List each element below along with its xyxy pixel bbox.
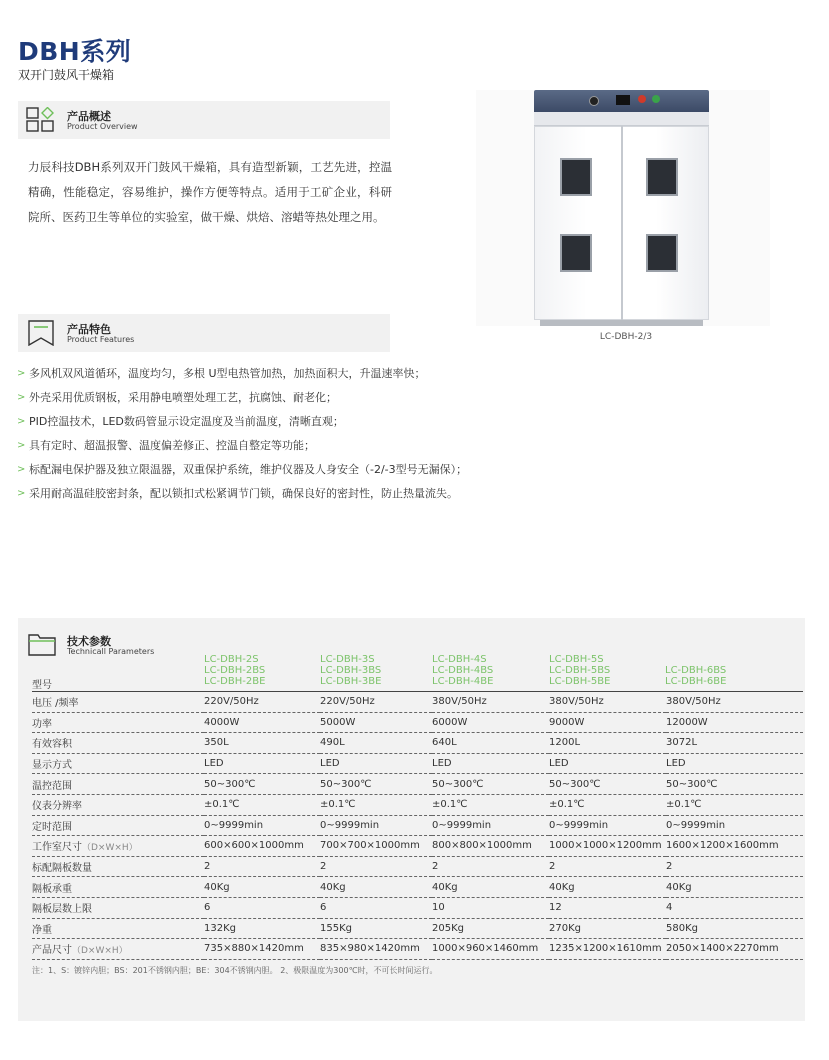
product-caption: LC-DBH-2/3 [599, 332, 653, 342]
overview-grid-icon [26, 107, 56, 133]
model-column-4: LC-DBH-5S LC-DBH-5BS LC-DBH-5BE [549, 654, 611, 687]
table-cell: 380V/50Hz [432, 692, 549, 713]
row-label: 电压 /频率 [32, 692, 204, 713]
overview-section-header [18, 101, 390, 139]
list-item: > 具有定时、超温报警、温度偏差修正、控温自整定等功能； [17, 436, 617, 460]
table-row [32, 877, 803, 898]
table-cell: 205Kg [432, 918, 549, 939]
table-row [32, 712, 803, 733]
features-bookmark-icon [26, 320, 56, 346]
list-item: > 标配漏电保护器及独立限温器，双重保护系统，维护仪器及人身安全（-2/-3型号无漏保）； [17, 460, 617, 484]
table-note: 注：1、S：镀锌内胆；BS：201不锈钢内胆；BE：304不锈钢内胆。 2、极限温度为300℃时，不可长时间运行。 [32, 966, 438, 975]
table-cell: 1000×960×1460mm [432, 939, 549, 960]
model-column-2: LC-DBH-3S LC-DBH-3BS LC-DBH-3BE [320, 654, 382, 687]
row-label: 隔板承重 [32, 877, 204, 898]
table-cell: 2 [432, 856, 549, 877]
list-item: > 外壳采用优质钢板，采用静电喷塑处理工艺，抗腐蚀、耐老化； [17, 388, 617, 412]
row-label: 功率 [32, 712, 204, 733]
table-cell: 0~9999min [549, 815, 666, 836]
row-label: 产品尺寸（D×W×H） [32, 939, 204, 960]
table-cell: LED [549, 753, 666, 774]
table-cell: 0~9999min [432, 815, 549, 836]
table-row [32, 897, 803, 918]
table-cell: 12000W [666, 712, 803, 733]
table-cell: 50~300℃ [666, 774, 803, 795]
features-title: 产品特色 [67, 323, 111, 336]
table-cell: LED [666, 753, 803, 774]
arrow-icon: > [17, 488, 26, 499]
row-label: 显示方式 [32, 753, 204, 774]
table-row [32, 836, 803, 857]
table-cell: 1200L [549, 733, 666, 754]
table-cell: 1600×1200×1600mm [666, 836, 803, 857]
table-cell: 40Kg [432, 877, 549, 898]
table-cell: 3072L [666, 733, 803, 754]
table-cell: 2050×1400×2270mm [666, 939, 803, 960]
page-subtitle: 双开门鼓风干燥箱 [18, 68, 115, 82]
table-cell: LED [204, 753, 320, 774]
table-cell: 2 [666, 856, 803, 877]
table-cell: 600×600×1000mm [204, 836, 320, 857]
table-cell: 132Kg [204, 918, 320, 939]
row-label: 定时范围 [32, 815, 204, 836]
params-table [32, 691, 803, 960]
oven-window-icon [560, 234, 592, 272]
table-cell: LED [432, 753, 549, 774]
table-cell: 0~9999min [204, 815, 320, 836]
table-cell: 220V/50Hz [320, 692, 432, 713]
tech-params-panel [18, 618, 805, 1021]
oven-latch-panel [534, 112, 709, 126]
table-cell: 800×800×1000mm [432, 836, 549, 857]
oven-red-button-icon [638, 95, 646, 103]
table-cell: 640L [432, 733, 549, 754]
table-cell: 270Kg [549, 918, 666, 939]
row-label: 隔板层数上限 [32, 897, 204, 918]
table-cell: ±0.1℃ [549, 794, 666, 815]
table-cell: 5000W [320, 712, 432, 733]
table-cell: ±0.1℃ [204, 794, 320, 815]
table-cell: 40Kg [549, 877, 666, 898]
product-image [476, 90, 770, 326]
oven-green-button-icon [652, 95, 660, 103]
table-cell: 10 [432, 897, 549, 918]
table-cell: 580Kg [666, 918, 803, 939]
list-item: > PID控温技术，LED数码管显示设定温度及当前温度，清晰直观； [17, 412, 617, 436]
overview-title-en: Product Overview [67, 122, 138, 131]
row-unit: （D×W×H） [72, 946, 128, 957]
table-cell: 2 [320, 856, 432, 877]
list-item: > 多风机双风道循环，温度均匀，多根 U型电热管加热，加热面积大，升温速率快； [17, 364, 617, 388]
oven-window-icon [646, 158, 678, 196]
table-cell: 1235×1200×1610mm [549, 939, 666, 960]
tech-title: 技术参数 [67, 635, 111, 648]
arrow-icon: > [17, 368, 26, 379]
table-cell: 490L [320, 733, 432, 754]
table-row [32, 939, 803, 960]
row-label: 标配隔板数量 [32, 856, 204, 877]
table-cell: 2 [549, 856, 666, 877]
features-list [17, 364, 617, 508]
table-cell: 6 [204, 897, 320, 918]
model-column-1: LC-DBH-2S LC-DBH-2BS LC-DBH-2BE [204, 654, 266, 687]
table-cell: 0~9999min [666, 815, 803, 836]
oven-window-icon [560, 158, 592, 196]
table-cell: 40Kg [204, 877, 320, 898]
model-label: 型号 [32, 680, 52, 691]
tech-section-header [18, 618, 805, 702]
table-cell: 50~300℃ [204, 774, 320, 795]
table-row [32, 753, 803, 774]
oven-display-icon [616, 95, 630, 105]
table-row [32, 794, 803, 815]
table-row [32, 692, 803, 713]
overview-text: 力辰科技DBH系列双开门鼓风干燥箱，具有造型新颖，工艺先进，控温精确，性能稳定，容易维护，操作方便等特点。适用于工矿企业，科研院所、医药卫生等单位的实验室，做干燥、烘焙、溶蜡等热处理之用。 [28, 160, 392, 224]
table-cell: 4 [666, 897, 803, 918]
table-cell: 6000W [432, 712, 549, 733]
table-cell: 4000W [204, 712, 320, 733]
table-cell: 350L [204, 733, 320, 754]
row-label: 仪表分辨率 [32, 794, 204, 815]
table-cell: 735×880×1420mm [204, 939, 320, 960]
features-title-en: Product Features [67, 335, 135, 344]
row-label: 温控范围 [32, 774, 204, 795]
overview-title: 产品概述 [67, 110, 111, 123]
table-row [32, 774, 803, 795]
arrow-icon: > [17, 464, 26, 475]
features-section-header [18, 314, 390, 352]
table-cell: 1000×1000×1200mm [549, 836, 666, 857]
oven-door-split [621, 126, 623, 320]
table-cell: 220V/50Hz [204, 692, 320, 713]
table-cell: 155Kg [320, 918, 432, 939]
row-label: 工作室尺寸（D×W×H） [32, 836, 204, 857]
oven-window-icon [646, 234, 678, 272]
oven-knob-icon [589, 96, 599, 106]
table-row [32, 733, 803, 754]
table-cell: 9000W [549, 712, 666, 733]
model-column-3: LC-DBH-4S LC-DBH-4BS LC-DBH-4BE [432, 654, 494, 687]
table-cell: 40Kg [320, 877, 432, 898]
table-row [32, 856, 803, 877]
table-cell: 50~300℃ [549, 774, 666, 795]
table-cell: 0~9999min [320, 815, 432, 836]
table-cell: 380V/50Hz [549, 692, 666, 713]
tech-title-en: Technicall Parameters [67, 647, 155, 656]
oven-base [540, 320, 703, 326]
arrow-icon: > [17, 440, 26, 451]
table-cell: 50~300℃ [320, 774, 432, 795]
table-cell: ±0.1℃ [320, 794, 432, 815]
table-row [32, 815, 803, 836]
arrow-icon: > [17, 392, 26, 403]
table-cell: ±0.1℃ [666, 794, 803, 815]
row-label: 有效容积 [32, 733, 204, 754]
row-label: 净重 [32, 918, 204, 939]
list-item: > 采用耐高温硅胶密封条，配以锁扣式松紧调节门锁，确保良好的密封性，防止热量流失。 [17, 484, 617, 508]
table-cell: 700×700×1000mm [320, 836, 432, 857]
model-column-5: LC-DBH-6BS LC-DBH-6BE [665, 665, 727, 687]
table-cell: 835×980×1420mm [320, 939, 432, 960]
table-cell: ±0.1℃ [432, 794, 549, 815]
table-cell: LED [320, 753, 432, 774]
table-cell: 12 [549, 897, 666, 918]
table-row [32, 918, 803, 939]
folder-icon [28, 632, 56, 656]
table-cell: 6 [320, 897, 432, 918]
row-unit: （D×W×H） [82, 843, 138, 854]
table-cell: 2 [204, 856, 320, 877]
table-cell: 40Kg [666, 877, 803, 898]
arrow-icon: > [17, 416, 26, 427]
table-cell: 380V/50Hz [666, 692, 803, 713]
table-cell: 50~300℃ [432, 774, 549, 795]
page-title: DBH系列 [18, 37, 132, 66]
